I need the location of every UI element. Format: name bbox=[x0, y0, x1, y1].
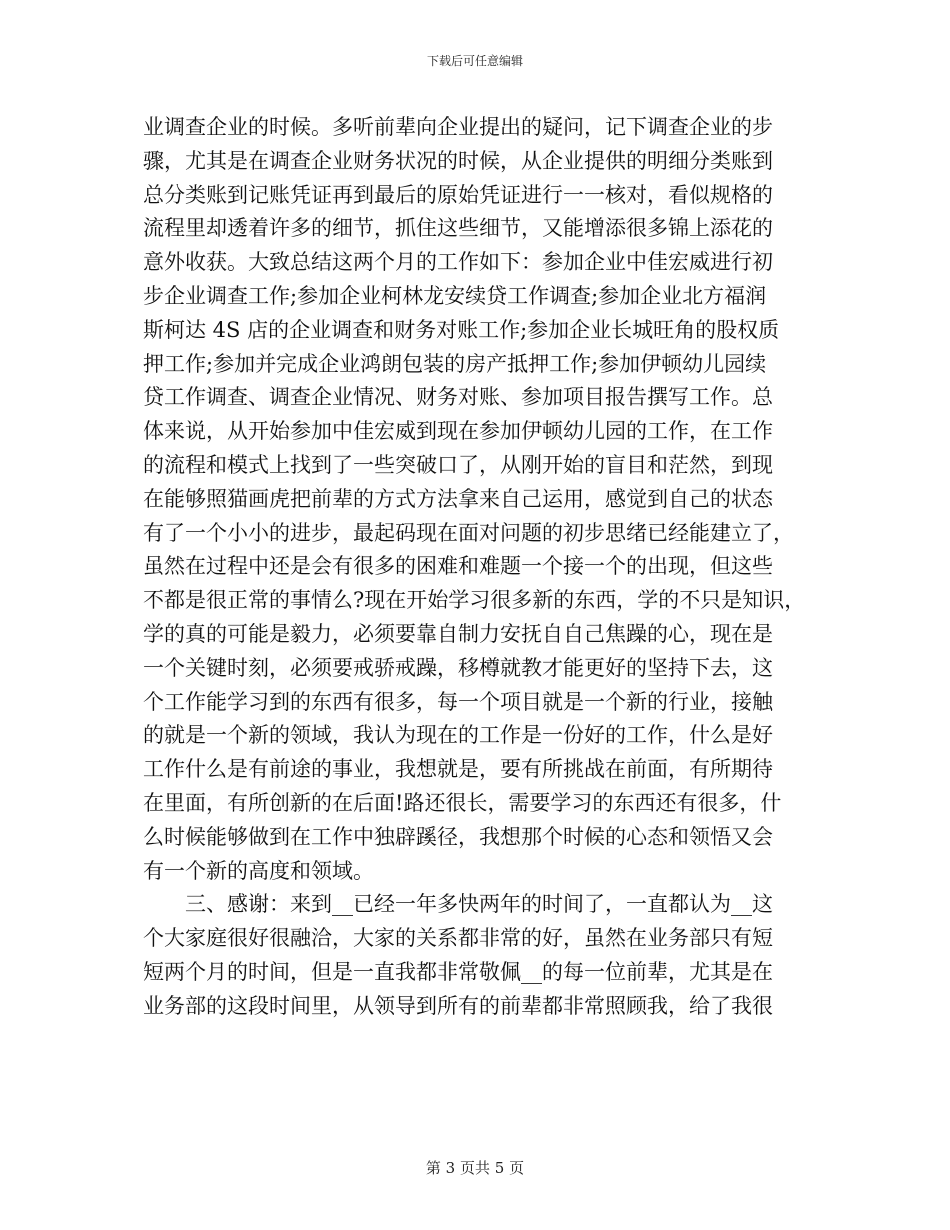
text-line-24: 三、感谢：来到__已经一年多快两年的时间了，一直都认为__这 bbox=[185, 892, 773, 917]
text-line-3: 总分类账到记账凭证再到最后的原始凭证进行一一核对，看似规格的 bbox=[143, 182, 773, 207]
text-line-21: 在里面，有所创新的在后面!路还很长，需要学习的东西还有很多，什 bbox=[143, 790, 782, 815]
text-line-18: 个工作能学习到的东西有很多，每一个项目就是一个新的行业，接触 bbox=[143, 689, 773, 714]
text-line-23: 有一个新的高度和领域。 bbox=[143, 858, 374, 883]
text-line-1: 业调查企业的时候。多听前辈向企业提出的疑问，记下调查企业的步 bbox=[143, 115, 773, 139]
text-line-5: 意外收获。大致总结这两个月的工作如下：参加企业中佳宏威进行初 bbox=[143, 250, 773, 275]
text-line-20: 工作什么是有前途的事业，我想就是，要有所挑战在前面，有所期待 bbox=[143, 757, 773, 782]
text-line-25: 个大家庭很好很融洽，大家的关系都非常的好，虽然在业务部只有短 bbox=[143, 926, 773, 951]
page-header: 下载后可任意编辑 bbox=[426, 54, 523, 68]
text-line-9: 贷工作调查、调查企业情况、财务对账、参加项目报告撰写工作。总 bbox=[143, 385, 773, 410]
text-line-15: 不都是很正常的事情么?现在开始学习很多新的东西，学的不只是知识， bbox=[143, 588, 806, 613]
page-number-footer: 第 3 页共 5 页 bbox=[425, 1159, 525, 1177]
text-line-11: 的流程和模式上找到了一些突破口了，从刚开始的盲目和茫然，到现 bbox=[143, 452, 773, 477]
text-line-12: 在能够照猫画虎把前辈的方式方法拿来自己运用，感觉到自己的状态 bbox=[143, 486, 773, 511]
text-line-19: 的就是一个新的领域，我认为现在的工作是一份好的工作，什么是好 bbox=[143, 723, 773, 748]
text-line-17: 一个关键时刻，必须要戒骄戒躁，移樽就教才能更好的坚持下去，这 bbox=[143, 655, 773, 680]
text-line-6: 步企业调查工作;参加企业柯林龙安续贷工作调查;参加企业北方福润 bbox=[143, 283, 767, 308]
text-line-14: 虽然在过程中还是会有很多的困难和难题一个接一个的出现，但这些 bbox=[143, 554, 773, 579]
document-body bbox=[143, 111, 823, 1024]
text-line-7: 斯柯达 4S 店的企业调查和财务对账工作;参加企业长城旺角的股权质 bbox=[143, 317, 780, 342]
text-line-22: 么时候能够做到在工作中独辟蹊径，我想那个时候的心态和领悟又会 bbox=[143, 824, 773, 849]
text-line-8: 押工作;参加并完成企业鸿朗包装的房产抵押工作;参加伊顿幼儿园续 bbox=[143, 351, 767, 376]
text-line-16: 学的真的可能是毅力，必须要靠自制力安抚自自己焦躁的心，现在是 bbox=[143, 621, 773, 646]
text-line-27: 业务部的这段时间里，从领导到所有的前辈都非常照顾我，给了我很 bbox=[143, 993, 773, 1018]
text-line-4: 流程里却透着许多的细节，抓住这些细节，又能增添很多锦上添花的 bbox=[143, 216, 773, 241]
text-line-13: 有了一个小小的进步，最起码现在面对问题的初步思绪已经能建立了， bbox=[143, 520, 794, 545]
text-line-10: 体来说，从开始参加中佳宏威到现在参加伊顿幼儿园的工作，在工作 bbox=[143, 419, 773, 444]
text-line-26: 短两个月的时间，但是一直我都非常敬佩__的每一位前辈，尤其是在 bbox=[143, 959, 773, 984]
text-line-2: 骤，尤其是在调查企业财务状况的时候，从企业提供的明细分类账到 bbox=[143, 148, 773, 173]
